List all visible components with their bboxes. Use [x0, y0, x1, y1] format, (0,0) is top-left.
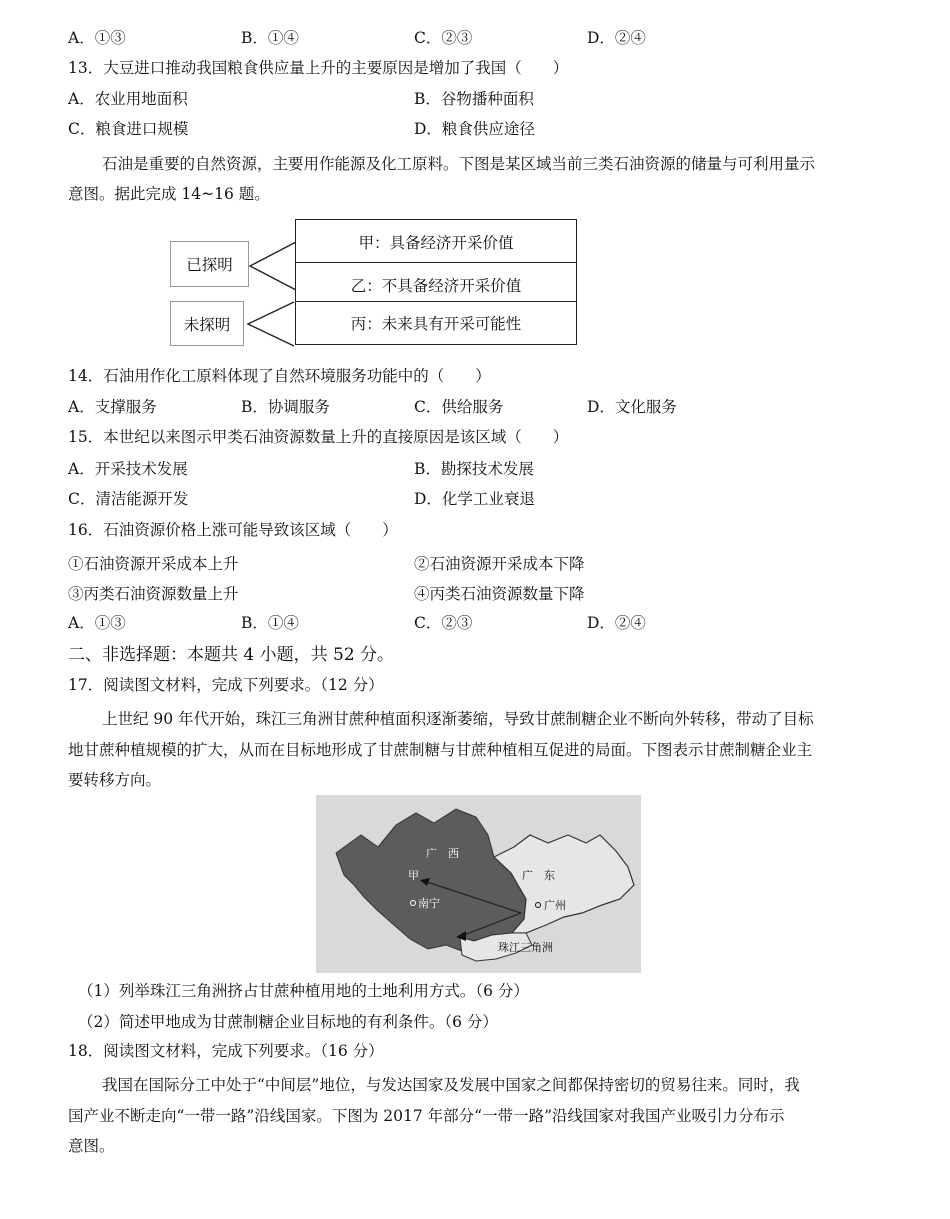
q18-para-line3: 意图。	[68, 1137, 115, 1155]
box-jia: 甲：具备经济开采价值	[295, 219, 577, 263]
q15-option-d: D．化学工业衰退	[414, 490, 535, 508]
q18-para-line2: 国产业不断走向“一带一路”沿线国家。下图为 2017 年部分“一带一路”沿线国家对我国产业吸引力分布示	[68, 1107, 785, 1125]
q16-item-3: ③丙类石油资源数量上升	[68, 585, 239, 603]
label-guangdong: 广 东	[522, 869, 555, 882]
q16-option-a: A．①③	[68, 614, 126, 632]
q16-item-2: ②石油资源开采成本下降	[414, 555, 585, 573]
bracket-connectors	[246, 240, 298, 350]
label-guangzhou: 广州	[544, 899, 566, 912]
box-bing: 丙：未来具有开采可能性	[295, 301, 577, 345]
label-nanning: 南宁	[418, 897, 440, 910]
label-jia: 甲	[408, 869, 419, 882]
q12-option-a: A．①③	[68, 29, 126, 47]
q14-option-c: C．供给服务	[414, 398, 504, 416]
q12-option-c: C．②③	[414, 29, 473, 47]
label-prd: 珠江三角洲	[498, 941, 553, 954]
q17-sub2: （2）简述甲地成为甘蔗制糖企业目标地的有利条件。（6 分）	[78, 1013, 498, 1031]
q13-option-b: B．谷物播种面积	[414, 90, 534, 108]
unexplored-label: 未探明	[170, 301, 244, 346]
q13-option-d: D．粮食供应途径	[414, 120, 535, 138]
q16-option-d: D．②④	[587, 614, 646, 632]
q18-para-line1: 我国在国际分工中处于“中间层”地位，与发达国家及发展中国家之间都保持密切的贸易往来。同时，我	[102, 1076, 800, 1094]
q15-option-b: B．勘探技术发展	[414, 460, 534, 478]
q15-option-a: A．开采技术发展	[68, 460, 188, 478]
q14-option-a: A．支撑服务	[68, 398, 157, 416]
section-2-heading: 二、非选择题：本题共 4 小题，共 52 分。	[68, 645, 395, 665]
q13-stem: 13．大豆进口推动我国粮食供应量上升的主要原因是增加了我国（ ）	[68, 59, 569, 77]
q18-stem: 18．阅读图文材料，完成下列要求。（16 分）	[68, 1042, 384, 1060]
q17-sub1: （1）列举珠江三角洲挤占甘蔗种植用地的土地利用方式。（6 分）	[78, 982, 529, 1000]
box-yi: 乙：不具备经济开采价值	[295, 262, 577, 302]
q17-para-line2: 地甘蔗种植规模的扩大，从而在目标地形成了甘蔗制糖与甘蔗种植相互促进的局面。下图表示甘蔗制糖企业主	[68, 741, 813, 759]
q16-option-c: C．②③	[414, 614, 473, 632]
q14-option-d: D．文化服务	[587, 398, 677, 416]
q12-option-d: D．②④	[587, 29, 646, 47]
explored-label: 已探明	[170, 241, 249, 287]
q14-option-b: B．协调服务	[241, 398, 330, 416]
q17-para-line3: 要转移方向。	[68, 771, 162, 789]
q16-stem: 16．石油资源价格上涨可能导致该区域（ ）	[68, 521, 398, 539]
q17-stem: 17．阅读图文材料，完成下列要求。（12 分）	[68, 676, 384, 694]
q16-item-1: ①石油资源开采成本上升	[68, 555, 239, 573]
intro-14-line2: 意图。据此完成 14~16 题。	[68, 185, 270, 203]
q13-option-c: C．粮食进口规模	[68, 120, 189, 138]
label-guangxi: 广 西	[426, 847, 459, 860]
q13-option-a: A．农业用地面积	[68, 90, 188, 108]
intro-14-line1: 石油是重要的自然资源，主要用作能源及化工原料。下图是某区域当前三类石油资源的储量与可利用量示	[102, 155, 816, 173]
q15-stem: 15．本世纪以来图示甲类石油资源数量上升的直接原因是该区域（ ）	[68, 428, 569, 446]
q16-item-4: ④丙类石油资源数量下降	[414, 585, 585, 603]
q12-option-b: B．①④	[241, 29, 299, 47]
q16-option-b: B．①④	[241, 614, 299, 632]
q15-option-c: C．清洁能源开发	[68, 490, 189, 508]
q14-stem: 14．石油用作化工原料体现了自然环境服务功能中的（ ）	[68, 367, 491, 385]
sugarcane-transfer-map	[316, 795, 641, 973]
q17-para-line1: 上世纪 90 年代开始，珠江三角洲甘蔗种植面积逐渐萎缩，导致甘蔗制糖企业不断向外转移，带动了目标	[102, 710, 814, 728]
